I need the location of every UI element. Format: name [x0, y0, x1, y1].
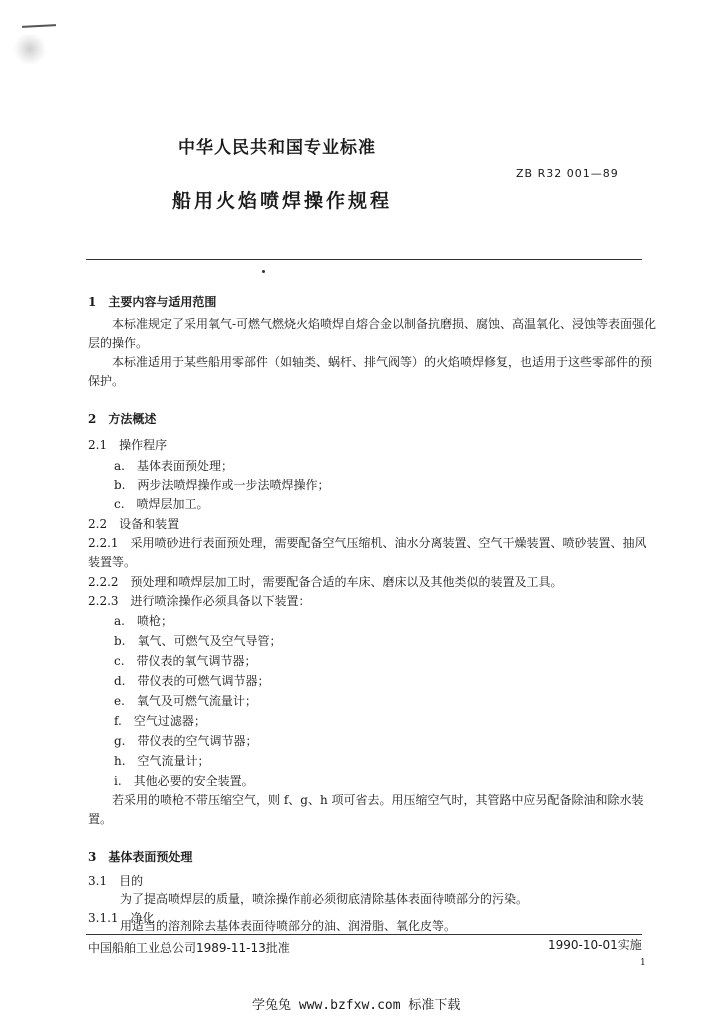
effective-date: 1990-10-01实施	[548, 938, 642, 952]
page-number: 1	[640, 958, 646, 968]
list-item: b. 氧气、可燃气及空气导管；	[114, 634, 282, 648]
scan-smudge	[14, 34, 46, 64]
header-divider	[86, 259, 642, 260]
subsection-2-2-heading: 2.2 设备和装置	[88, 517, 180, 531]
clause-2-2-2: 2.2.2 预处理和喷焊层加工时，需要配备合适的车床、磨床以及其他类似的装置及工具。	[88, 575, 563, 589]
list-item: c. 带仪表的氧气调节器；	[114, 654, 257, 668]
document-title: 船用火焰喷焊操作规程	[172, 190, 393, 212]
list-item: a. 基体表面预处理；	[114, 459, 233, 473]
footer-divider	[86, 934, 642, 935]
list-item: i. 其他必要的安全装置。	[114, 774, 254, 788]
subsection-2-1-heading: 2.1 操作程序	[88, 438, 168, 452]
list-item: a. 喷枪；	[114, 614, 173, 628]
subsection-3-1-heading: 3.1 目的	[88, 874, 144, 888]
list-item: h. 空气流量计；	[114, 754, 210, 768]
section-2-note: 若采用的喷枪不带压缩空气，则 f、g、h 项可省去。用压缩空气时，其管路中应另配备除油和除水装置。	[88, 793, 644, 826]
scan-mark	[22, 24, 56, 28]
list-item: d. 带仪表的可燃气调节器；	[114, 674, 270, 688]
list-item: f. 空气过滤器；	[114, 714, 206, 728]
section-1-paragraph-1: 本标准规定了采用氧气-可燃气燃烧火焰喷焊自熔合金以制备抗磨损、腐蚀、高温氧化、浸蚀等表面强化层的操作。	[88, 317, 657, 350]
section-2-heading: 2 方法概述	[88, 412, 157, 426]
list-item: c. 喷焊层加工。	[114, 497, 209, 511]
subsection-3-1-text: 为了提高喷焊层的质量，喷涂操作前必须彻底清除基体表面待喷部分的污染。	[120, 892, 529, 906]
section-1-heading: 1 主要内容与适用范围	[88, 295, 217, 309]
list-item: g. 带仪表的空气调节器；	[114, 734, 258, 748]
list-item: b. 两步法喷焊操作或一步法喷焊操作；	[114, 478, 330, 492]
approval-line: 中国船舶工业总公司1989-11-13批准	[88, 941, 290, 955]
standard-org-heading: 中华人民共和国专业标准	[178, 138, 376, 158]
standard-code: ZB R32 001—89	[516, 167, 619, 180]
clause-3-1-1-text: 用适当的溶剂除去基体表面待喷部分的油、润滑脂、氧化皮等。	[120, 919, 457, 933]
section-1-paragraph-2: 本标准适用于某些船用零部件（如轴类、蜗杆、排气阀等）的火焰喷焊修复，也适用于这些零部件的预保护。	[88, 355, 653, 388]
watermark-text: 学兔兔 www.bzfxw.com 标准下载	[252, 998, 461, 1013]
divider-dot	[262, 270, 265, 273]
clause-3-1-1-heading: 3.1.1 净化	[88, 911, 155, 925]
section-3-heading: 3 基体表面预处理	[88, 850, 193, 864]
clause-2-2-3: 2.2.3 进行喷涂操作必须具备以下装置：	[88, 594, 311, 608]
clause-2-2-1: 2.2.1 采用喷砂进行表面预处理，需要配备空气压缩机、油水分离装置、空气干燥装置、喷砂装置、抽风装置等。	[88, 536, 647, 569]
list-item: e. 氧气及可燃气流量计；	[114, 694, 257, 708]
